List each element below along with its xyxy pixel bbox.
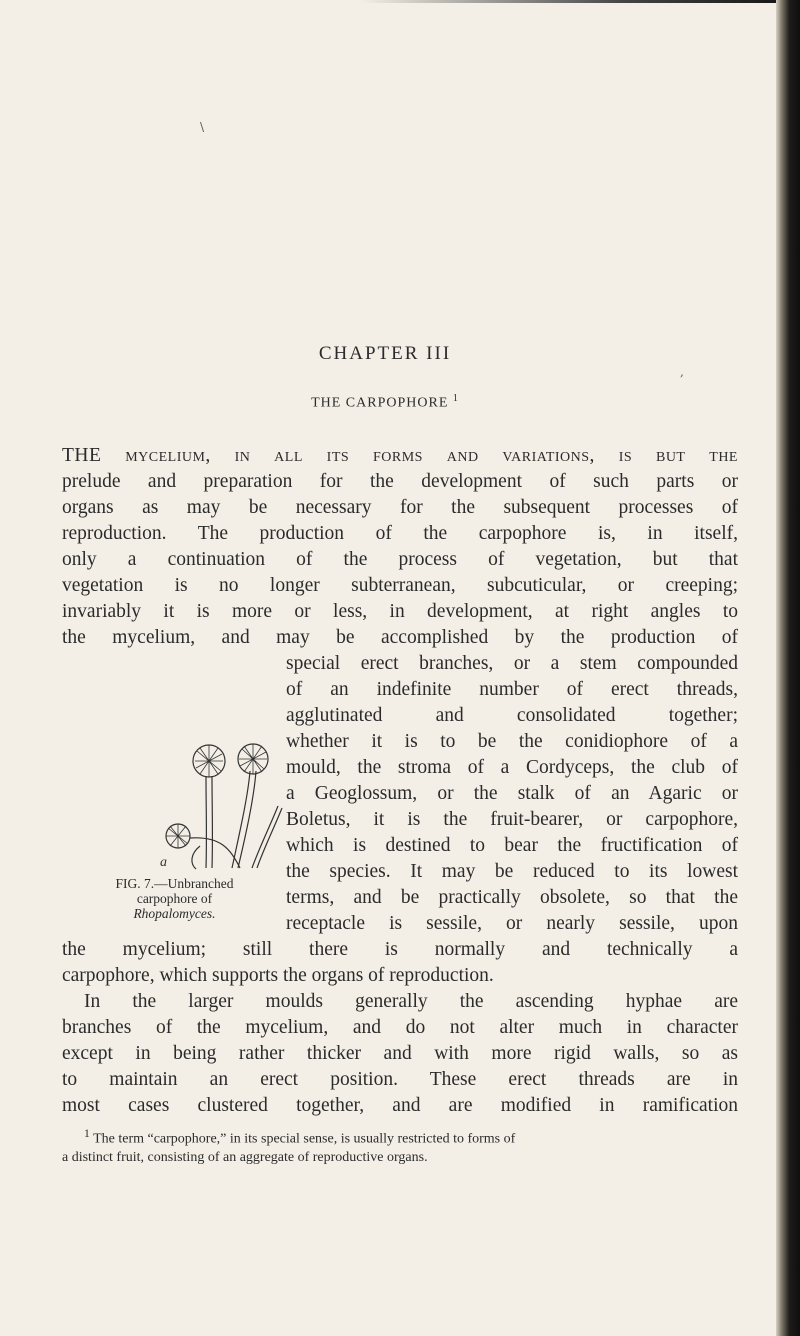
footnote-text: The term “carpophore,” in its special sense, is usually restricted to forms of: [93, 1131, 516, 1147]
body-line: except in being rather thicker and with more rigid walls, so as: [62, 1043, 738, 1064]
rhopalomyces-drawing: [160, 736, 285, 871]
body-line: carpophore, which supports the organs of reproduction.: [62, 965, 494, 986]
figure-caption-line: Rhopalomyces.: [133, 906, 216, 921]
paper-mark: \: [200, 120, 205, 134]
footnote: [62, 1125, 738, 1167]
paper-mark: ,: [680, 365, 684, 379]
body-line: [62, 443, 738, 469]
section-title: [0, 393, 770, 412]
footnote-line: [62, 1125, 738, 1149]
body-line: branches of the mycelium, and do not alter much in character: [62, 1017, 738, 1038]
section-footnote-marker: 1: [452, 393, 459, 404]
body-line: of an indefinite number of erect threads,: [286, 679, 738, 700]
body-line: whether it is to be the conidiophore of a: [286, 731, 738, 752]
body-line: the species. It may be reduced to its lowest: [286, 861, 738, 882]
figure-caption-line: FIG. 7.—Unbranched: [115, 876, 234, 891]
footnote-line: a distinct fruit, consisting of an aggregate of reproductive organs.: [62, 1149, 428, 1165]
body-line: Boletus, it is the fruit-bearer, or carpophore,: [286, 809, 738, 830]
figure-illustration: [160, 736, 285, 871]
body-line: special erect branches, or a stem compounded: [286, 653, 738, 674]
body-line: vegetation is no longer subterranean, subcuticular, or creeping;: [62, 575, 738, 596]
figure-caption-line: carpophore of: [136, 891, 213, 906]
body-line: the mycelium; still there is normally and technically a: [62, 939, 738, 960]
body-line: the mycelium, and may be accomplished by the production of: [62, 627, 738, 648]
book-binding-edge: [776, 0, 800, 1336]
body-line: only a continuation of the process of vegetation, but that: [62, 549, 738, 570]
body-line: mould, the stroma of a Cordyceps, the club of: [286, 757, 738, 778]
body-line: organs as may be necessary for the subsequent processes of: [62, 497, 738, 518]
section-title-text: THE CARPOPHORE: [311, 395, 449, 411]
footnote-marker: 1: [84, 1127, 90, 1140]
body-line: In the larger moulds generally the ascending hyphae are: [84, 991, 738, 1012]
body-line: terms, and be practically obsolete, so that the: [286, 887, 738, 908]
body-line: a Geoglossum, or the stalk of an Agaric or: [286, 783, 738, 804]
body-line: most cases clustered together, and are modified in ramification: [62, 1095, 738, 1116]
body-line: which is destined to bear the fructification of: [286, 835, 738, 856]
chapter-title: CHAPTER III: [318, 343, 452, 364]
body-line: agglutinated and consolidated together;: [286, 705, 738, 726]
figure-label: a: [160, 855, 167, 870]
body-line: invariably it is more or less, in development, at right angles to: [62, 601, 738, 622]
body-line: reproduction. The production of the carpophore is, in itself,: [62, 523, 738, 544]
body-line: to maintain an erect position. These erect threads are in: [62, 1069, 738, 1090]
body-line: receptacle is sessile, or nearly sessile, upon: [286, 913, 738, 934]
body-line-text: THE mycelium, in all its forms and variations, is but the: [62, 445, 738, 466]
body-line: prelude and preparation for the development of such parts or: [62, 471, 738, 492]
figure-caption: [62, 876, 287, 921]
